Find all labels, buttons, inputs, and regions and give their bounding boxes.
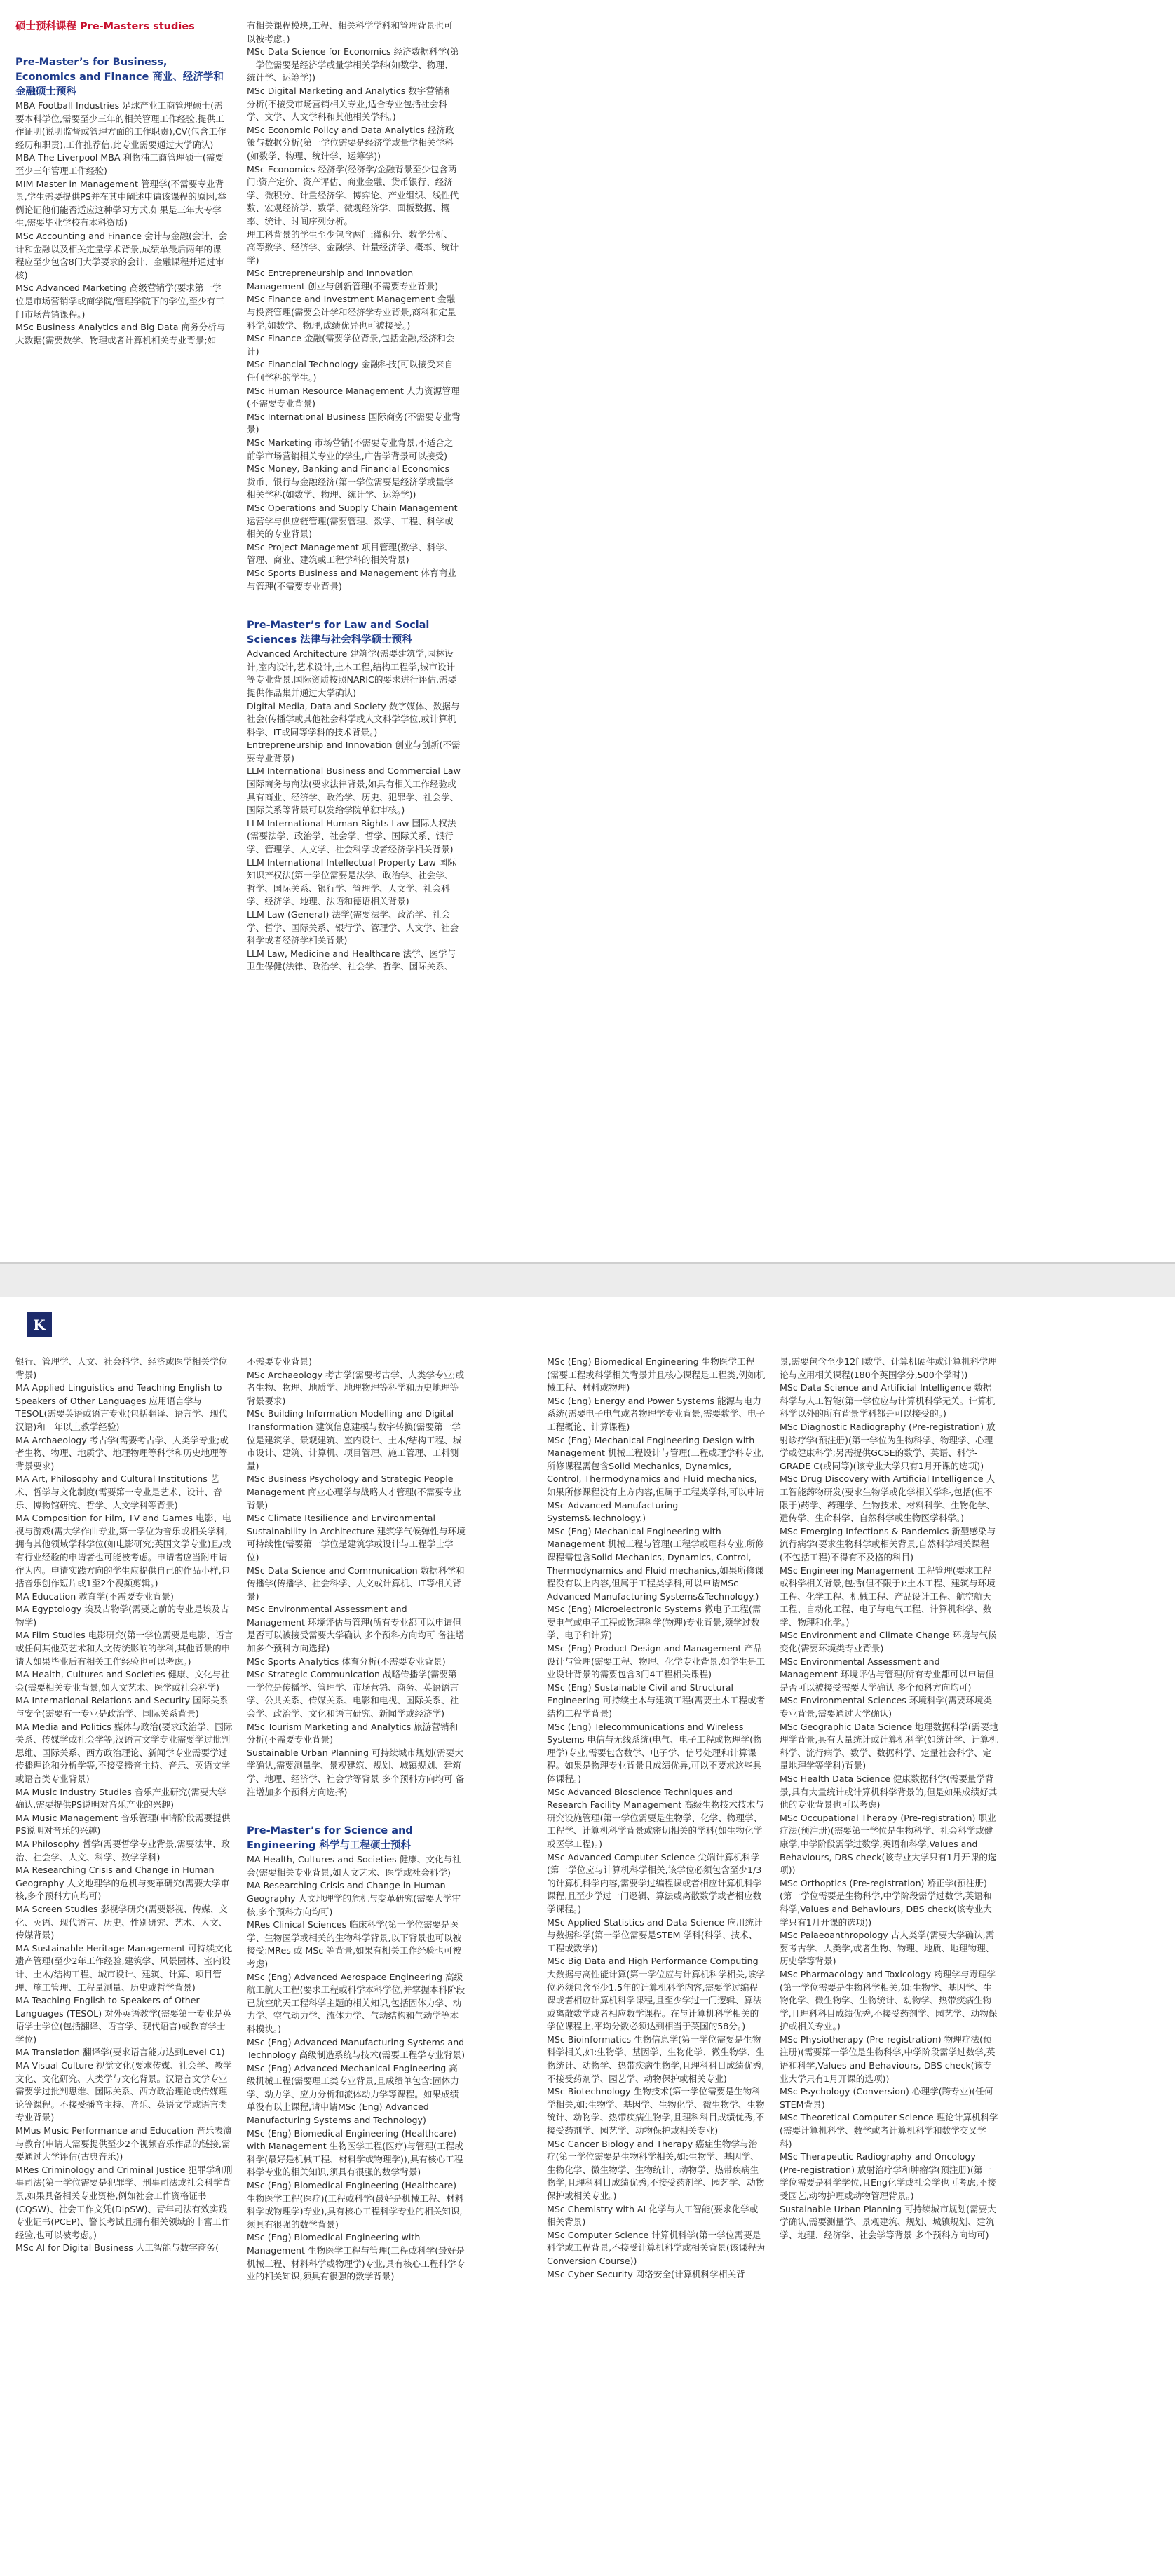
program-entry: MSc (Eng) Mechanical Engineering Design with Management 机械工程设计与管理(工程或理学科专业,所修课程需包含Solid Mechanics, Dynamics, Control, Thermodynamics and Fluid mechanics,如果所修课程没有上方内容,但属于工程类学科,可以申请MSc Advanced Manufacturing Systems&Technology.) xyxy=(547,1434,765,1524)
page2-column-3 xyxy=(547,1356,766,2281)
program-entry: MSc Entrepreneurship and Innovation Management 创业与创新管理(不需要专业背景) xyxy=(247,268,439,292)
program-entry: MSc Accounting and Finance 会计与金融(会计、会计和金融以及相关定量学术背景,成绩单最后两年的课程应至少包含8门大学要求的会计、金融课程并通过审核) xyxy=(15,230,228,280)
program-entry: MSc Climate Resilience and Environmental Sustainability in Architecture 建筑学气候弹性与环境可持续性(需要第一学位是建筑学或设计与工程学士学位) xyxy=(247,1513,466,1562)
program-entry: MSc Palaeoanthropology 古人类学(需要大学确认,需要考古学、人类学,或者生物、物理、地质、地理物理、历史学等背景) xyxy=(780,1930,995,1967)
program-entry: MSc Financial Technology 金融科技(可以接受来自任何学科的学生。) xyxy=(247,359,454,383)
program-entry: MSc AI for Digital Business 人工智能与数字商务( xyxy=(15,2242,219,2254)
program-entry: MSc Human Resource Management 人力资源管理(不需要专业背景) xyxy=(247,385,460,409)
program-entry: MSc Computer Science 计算机科学(第一学位需要是科学或工程背景,不接受计算机科学或相关背景(该课程为Conversion Course)) xyxy=(547,2229,766,2266)
section-heading: Pre-Master’s for Law and Social Sciences 法律与社会科学硕士预科 xyxy=(247,620,430,646)
program-entry: MSc Sports Analytics 体育分析(不需要专业背景) xyxy=(247,1656,446,1667)
program-entry: MA Researching Crisis and Change in Human Geography 人文地理学的危机与变革研究(需要大学审核,多个预科方向均可) xyxy=(247,1880,461,1917)
section-heading: Pre-Master’s for Science and Engineering 科学与工程硕士预科 xyxy=(247,1825,413,1852)
program-entry: MSc Big Data and High Performance Computing 大数据与高性能计算(第一学位应与计算机科学相关,该学位必须包含至少1.5年的计算机科学内容,需要学过编程课或者相应计算机科学课程,且至少学过一门逻辑、算法或离散数学或者相应数学课程。在与计算机科学相关的学位课程上,平均分数必须达到相当于英国的58分。) xyxy=(547,1956,766,2032)
document-title: 硕士预科课程 Pre-Masters studies xyxy=(15,21,195,32)
program-entry: MSc Theoretical Computer Science 理论计算机科学(需要计算机科学、数学或者计算机科学和数学交叉学科) xyxy=(780,2112,998,2149)
page2-column-2 xyxy=(247,1356,466,2284)
program-entry: MA Music Industry Studies 音乐产业研究(需要大学确认,需要提供PS说明对音乐产业的兴趣) xyxy=(15,1786,226,1811)
program-entry: MSc Diagnostic Radiography (Pre-registration) 放射诊疗学(预注册)(第一学位为生物科学、物理学、心理学或健康科学;另需提供GCSE的数学、英语、科学-GRADE C(或同等)(该专业大学只有1月开课的选项)) xyxy=(780,1421,996,1471)
program-entry: MSc Tourism Marketing and Analytics 旅游营销和分析(不需要专业背景) xyxy=(247,1721,459,1745)
program-entry: MA Art, Philosophy and Cultural Institutions 艺术、哲学与文化制度(需要第一专业是艺术、设计、音乐、博物馆研究、哲学、人文学科等背景) xyxy=(15,1473,222,1511)
program-entry: MSc (Eng) Biomedical Engineering with Management 生物医学工程与管理(工程或科学(最好是机械工程、材料科学或物理学)专业,具有核心工程科学专业的相关知识,须具有很强的数学背景) xyxy=(247,2232,466,2282)
program-entry: MSc (Eng) Microelectronic Systems 微电子工程(需要电气或电子工程或物理科学(物理)专业背景,须学过数学、电子和计算) xyxy=(547,1604,761,1641)
university-logo: K xyxy=(27,1312,52,1337)
page2-column-4 xyxy=(780,1356,998,2242)
program-entry: MSc Advanced Bioscience Techniques and Research Facility Management 高级生物技术技术与研究设施管理(第一学位需要是生物学、化学、物理学、工程学、计算机科学背景或密切相关的学科(如生物化学或医学工程)。) xyxy=(547,1786,764,1849)
program-entry: MA Egyptology 埃及古物学(需要之前的专业是埃及古物学) xyxy=(15,1604,229,1628)
program-entry: LLM International Intellectual Property Law 国际知识产权法(第一学位需要是法学、政治学、社会学、哲学、国际关系、银行学、管理学、人文学、社会科学、经济学、地理、法语和德语相关背景) xyxy=(247,857,456,907)
page1-column-2 xyxy=(247,20,461,974)
program-entry: MSc International Business 国际商务(不需要专业背景) xyxy=(247,411,461,435)
program-entry: MA Composition for Film, TV and Games 电影、电视与游戏(需大学作曲专业,第一学位为音乐或相关学科,拥有其他领域学科学位(如电影研究;英国文学专业)且/或有行业经验的申请者也可能被考虑。申请者应当附申请作为内。申请实践方向的学生应提供自己的作品小样,包括音乐创作短片或1至2个视频剪辑。) xyxy=(15,1513,231,1589)
program-entry: MSc (Eng) Advanced Mechanical Engineering 高级机械工程(需要理工类专业背景,且成绩单包含:固体力学、动力学、应力分析和流体动力学等课程。如果成绩单没有以上课程,请申请MSc (Eng) Advanced Manufacturing Systems and Technology) xyxy=(247,2062,459,2126)
program-entry: MSc Geographic Data Science 地理数据科学(需要地理学背景,具有大量统计或计算机科学(如统计学、计算机科学、流行病学、数学、数据科学、定量社会科学、定量地理学等学科)背景) xyxy=(780,1721,998,1771)
program-entry: MSc Business Psychology and Strategic People Management 商业心理学与战略人才管理(不需要专业背景) xyxy=(247,1473,461,1511)
program-entry: MSc Health Data Science 健康数据科学(需要量学背景,具有大量统计或计算机科学背景的,但是如果成绩好其他的专业背景也可以考虑) xyxy=(780,1773,998,1811)
section-heading: Pre-Master’s for Business, Economics and Finance 商业、经济学和金融硕士预科 xyxy=(15,57,224,97)
program-entry: MSc Archaeology 考古学(需要考古学、人类学专业;或者生物、物理、地质学、地理物理等科学和历史地理等背景要求) xyxy=(247,1369,465,1406)
program-entry: MSc Marketing 市场营销(不需要专业背景,不适合之前学市场营销相关专业的学生,广告学背景可以接受) xyxy=(247,437,454,461)
program-entry: LLM Law, Medicine and Healthcare 法学、医学与卫生保健(法律、政治学、社会学、哲学、国际关系、 xyxy=(247,948,456,972)
program-entry: MSc Data Science and Communication 数据科学和传播学(传播学、社会科学、人文或计算机、IT等相关背景) xyxy=(247,1565,465,1602)
program-entry: MIM Master in Management 管理学(不需要专业背景,学生需要提供PS并在其中阐述申请该课程的原因,举例论证他们能否适应这种学习方式,如果是三年大专学生,需要毕业学校有本科资质) xyxy=(15,178,226,229)
program-entry: MA Film Studies 电影研究(第一学位需要是电影、语言或任何其他英艺术和人文传统影响的学科,其他背景的申请人如果毕业后有相关工作经验也可以考虑。) xyxy=(15,1630,233,1667)
program-entry: Sustainable Urban Planning 可持续城市规划(需要大学确认,需要测量学、景观建筑、规划、城镇规划、建筑学、地理、经济学、社会学等背景 多个预科方向均可) xyxy=(780,2203,996,2240)
program-entry: MSc Emerging Infections & Pandemics 新型感染与流行病学(要求生物科学或相关背景,自然科学相关课程(不包括工程)不得有不及格的科目) xyxy=(780,1525,996,1562)
program-entry: MSc Economics 经济学(经济学/金融背景至少包含两门:资产定价、资产评估、商业金融、货币银行、经济学、微积分、计量经济学、博弈论、产业组织、线性代数、宏观经济学、数学、微观经济学、面板数据、概率、统计、时间序列分析。 xyxy=(247,163,459,226)
program-entry: LLM International Business and Commercial Law 国际商务与商法(要求法律背景,如具有相关工作经验或具有商业、经济学、政治学、历史、犯罪学、社会学、国际关系等背景可以发给学院单独审核。) xyxy=(247,765,461,816)
program-entry: MA Screen Studies 影视学研究(需要影视、传媒、文化、英语、现代语言、历史、性别研究、艺术、人文、传媒背景) xyxy=(15,1903,228,1941)
program-entry: MSc Project Management 项目管理(数学、科学、管理、商业、建筑或工程学科的相关背景) xyxy=(247,541,454,566)
program-entry: MSc Bioinformatics 生物信息学(第一学位需要是生物科学相关,如:生物学、基因学、生物化学、微生物学、生物统计、动物学、热带疾病生物学,且理科科目成绩优秀,不接受药剂学、园艺学、动物保护或相关专业) xyxy=(547,2033,765,2084)
program-entry: Advanced Architecture 建筑学(需要建筑学,园林设计,室内设计,艺术设计,土木工程,结构工程学,城市设计等专业背景,国际资质按照NARIC的要求进行评估,需要提供作品集并通过大学确认) xyxy=(247,648,457,698)
program-entry: 景,需要包含至少12门数学、计算机硬件或计算机科学理论与应用相关课程(180个英国学分,500个学时)) xyxy=(780,1356,997,1380)
program-entry: MSc (Eng) Sustainable Civil and Structural Engineering 可持续土木与建筑工程(需要土木工程或者结构工程学背景) xyxy=(547,1682,766,1719)
program-entry: MSc Drug Discovery with Artificial Intelligence 人工智能药物研发(要求生物学或化学相关学科,包括(但不限于)药学、药理学、生物技术、材料科学、生物化学、遗传学、生命科学、自然科学或生物医学科学。) xyxy=(780,1473,996,1524)
program-entry: MSc Cancer Biology and Therapy 癌症生物学与治疗(第一学位需要是生物科学相关,如:生物学、基因学、生物化学、微生物学、生物统计、动物学、热带疾病生物学,且理科科目成绩优秀,不接受药剂学、园艺学、动物保护或相关专业。) xyxy=(547,2138,765,2201)
program-entry: MA Music Management 音乐管理(申请阶段需要提供PS说明对音乐的兴趣) xyxy=(15,1812,231,1836)
program-entry: Entrepreneurship and Innovation 创业与创新(不需要专业背景) xyxy=(247,740,461,763)
program-entry: MSc Data Science for Economics 经济数据科学(第一学位需要是经济学或量学相关学科(如数学、物理、统计学、运筹学)) xyxy=(247,46,459,83)
program-entry: MSc Sports Business and Management 体育商业与管理(不需要专业背景) xyxy=(247,567,456,592)
program-entry: MSc (Eng) Advanced Aerospace Engineering 高级航工航天工程(要求工程或科学本科学位,并掌握本科阶段已航空航天工程科学主题的相关知识,包括固体力学、动力学、空气动力学、流体力学、气动结构和气动学等本科模块。) xyxy=(247,1971,466,2034)
program-entry: MA Translation 翻译学(要求语言能力达到Level C1) xyxy=(15,2047,225,2058)
program-entry: MRes Criminology and Criminal Justice 犯罪学和刑事司法(第一学位需要是犯罪学、刑事司法或社会科学背景,如果具备相关专业资格,例如社会工作资格证书(CQSW)、社会工作文凭(DipSW)、青年司法有效实践专业证书(PCEP)、警长考试且拥有相关领域的丰富工作经验,也可以被考虑。) xyxy=(15,2164,233,2240)
program-entry: MA Education 教育学(不需要专业背景) xyxy=(15,1590,174,1602)
program-entry: MMus Music Performance and Education 音乐表演与教育(申请人需要提供至少2个视频音乐作品的链接,需要通过大学评估(古典音乐)) xyxy=(15,2125,232,2162)
program-entry: Sustainable Urban Planning 可持续城市规划(需要大学确认,需要测量学、景观建筑、规划、城镇规划、建筑学、地理、经济学、社会学等背景 多个预科方向均可 备注增加多个预科方向选择) xyxy=(247,1747,465,1797)
program-entry: MA Health, Cultures and Societies 健康、文化与社会(需要相关专业背景,如人文艺术、医学或社会科学) xyxy=(247,1854,461,1878)
program-entry: MSc (Eng) Mechanical Engineering with Management 机械工程与管理(工程学或理科专业,所修课程需包含Solid Mechanics, Dynamics, Control, Thermodynamics and Fluid mechanics,如果所修课程没有以上内容,但属于工程类学科,可以申请MSc Advanced Manufacturing Systems&Technology.) xyxy=(547,1525,764,1602)
program-entry: MSc Biotechnology 生物技术(第一学位需要是生物科学相关,如:生物学、基因学、生物化学、微生物学、生物统计、动物学、热带疾病生物学,且理科科目成绩优秀,不接受药剂学、园艺学、动物保护或相关专业) xyxy=(547,2086,765,2137)
program-entry: MSc Building Information Modelling and Digital Transformation 建筑信息建模与数字转换(需要第一学位是建筑学、景观建筑、室内设计、土木/结构工程、城市设计、建筑、计算机、项目管理、施工管理、工料测量) xyxy=(247,1408,462,1471)
program-entry: MA Researching Crisis and Change in Human Geography 人文地理学的危机与变革研究(需要大学审核,多个预科方向均可) xyxy=(15,1865,230,1902)
program-entry: 银行、管理学、人文、社会科学、经济或医学相关学位背景) xyxy=(15,1356,228,1380)
program-entry: MSc Economic Policy and Data Analytics 经济政策与数据分析(第一学位需要是经济学或量学相关学科(如数学、物理、统计学、运筹学)) xyxy=(247,124,454,161)
program-entry: MSc Psychology (Conversion) 心理学(跨专业)(任何STEM背景) xyxy=(780,2086,993,2110)
program-entry: 有相关课程模块,工程、相关科学学科和管理背景也可以被考虑。) xyxy=(247,20,453,44)
program-entry: MSc Chemistry with AI 化学与人工智能(要求化学或相关背景) xyxy=(547,2203,759,2228)
program-entry: MA Media and Politics 媒体与政治(要求政治学、国际关系、传媒学或社会学等,汉语言文学专业需要学过批判思维、国际关系、西方政治理论、新闻学专业需要学过传播理论和分析学等,不接受播音主持、音乐、英语文学或语言类专业背景) xyxy=(15,1721,233,1784)
program-entry: MSc Operations and Supply Chain Management 运营学与供应链管理(需要管理、数学、工程、科学或相关的专业背景) xyxy=(247,502,458,540)
page-2 xyxy=(0,1297,1175,2576)
program-entry: MSc Money, Banking and Financial Economics 货币、银行与金融经济(第一学位需要是经济学或量学相关学科(如数学、物理、统计学、运筹学)) xyxy=(247,463,454,500)
program-entry: MRes Clinical Sciences 临床科学(第一学位需要是医学、生物医学或相关的生物科学背景,以下背景也可以被接受:MRes 或 MSc 等背景,如果有相关工作经验也可被考虑) xyxy=(247,1919,462,1969)
program-entry: MA Sustainable Heritage Management 可持续文化遗产管理(至少2年工作经验,建筑学、风景园林、室内设计、土木/结构工程、城市设计、建筑、计算、项目管理、施工管理、工程量测量、历史或哲学背景) xyxy=(15,1942,233,1993)
program-entry: MBA The Liverpool MBA 利物浦工商管理硕士(需要至少三年管理工作经验) xyxy=(15,152,224,176)
program-entry: LLM Law (General) 法学(需要法学、政治学、社会学、哲学、国际关系、银行学、管理学、人文学、社会科学或者经济学相关背景) xyxy=(247,909,459,946)
program-entry: MA Philosophy 哲学(需要哲学专业背景,需要法律、政治、社会学、人文、科学、数学学科) xyxy=(15,1838,230,1862)
program-entry: MSc Pharmacology and Toxicology 药理学与毒理学(第一学位需要是生物科学相关,如:生物学、基因学、生物化学、微生物学、生物统计、动物学、热带疾病生物学,且理科科目成绩优秀,不接受药剂学、园艺学、动物保护或相关专业。) xyxy=(780,1968,998,2032)
program-entry: MSc (Eng) Biomedical Engineering 生物医学工程(需要工程或科学相关背景并且核心课程是工程类,例如机械工程、材料或物理) xyxy=(547,1356,766,1393)
program-entry: MSc Environmental Sciences 环境科学(需要环境类专业背景,需要通过大学确认) xyxy=(780,1695,993,1719)
program-entry: MSc (Eng) Product Design and Management 产品设计与管理(需要工程、物理、化学专业背景,如学生是工业设计背景的需要包含3门4工程相关课程) xyxy=(547,1643,766,1680)
program-entry: MSc Orthoptics (Pre-registration) 矫正学(预注册)(第一学位需要是生物科学,中学阶段需学过数学,英语和科学,Values and Behaviours, DBS check(该专业大学只有1月开课的选项)) xyxy=(780,1877,992,1928)
page1-column-1 xyxy=(15,20,229,347)
program-entry: 理工科背景的学生至少包含两门:微积分、数学分析、高等数学、经济学、金融学、计量经济学、概率、统计学) xyxy=(247,229,459,266)
program-entry: MBA Football Industries 足球产业工商管理硕士(需要本科学位,需要至少三年的相关管理工作经验,提供工作证明(说明监督或管理方面的工作职责),CV(包含工作经历和职责),工作推荐信,此专业需要通过大学确认) xyxy=(15,100,226,150)
program-entry: MSc Data Science and Artificial Intelligence 数据科学与人工智能(第一学位应与计算机科学无关。计算机科学以外的所有背景学科都是可以接受的。) xyxy=(780,1382,996,1419)
program-entry: MSc Environmental Assessment and Management 环境评估与管理(所有专业都可以申请但是否可以被接受需要大学确认 多个预科方向均可 备注增加多个预科方向选择) xyxy=(247,1604,465,1654)
program-entry: MSc (Eng) Energy and Power Systems 能源与电力系统(需要电子电气或者物理学专业背景,需要数学、电子工程概论、计算课程) xyxy=(547,1395,766,1432)
program-entry: LLM International Human Rights Law 国际人权法(需要法学、政治学、社会学、哲学、国际关系、银行学、管理学、人文学、社会科学或者经济学相关背景) xyxy=(247,817,456,855)
program-entry: MSc (Eng) Biomedical Engineering (Healthcare) 生物医学工程(医疗)(工程或科学(最好是机械工程、材料科学或物理学)专业),具有核心工程科学专业的相关知识,须具有很强的数学背景) xyxy=(247,2180,464,2230)
program-entry: MSc (Eng) Biomedical Engineering (Healthcare) with Management 生物医学工程(医疗)与管理(工程或科学(最好是机械工程、材料学或物理学)),具有核心工程科学专业的相关知识,须具有很强的数学背景) xyxy=(247,2127,463,2178)
program-entry: Digital Media, Data and Society 数字媒体、数据与社会(传播学或其他社会科学或人文科学学位,或计算机科学、IT或同等学科的技术背景。) xyxy=(247,700,460,737)
program-entry: MSc Cyber Security 网络安全(计算机科学相关背 xyxy=(547,2268,745,2279)
program-entry: MSc Strategic Communication 战略传播学(需要第一学位是传播学、管理学、市场营销、商务、英语语言学、公共关系、传媒关系、电影和电视、国际关系、社会学、政治学、文化和语言研究、新闻学或经济学) xyxy=(247,1669,459,1719)
program-entry: MA Archaeology 考古学(需要考古学、人类学专业;或者生物、物理、地质学、地理物理等科学和历史地理等背景要求) xyxy=(15,1434,229,1471)
program-entry: MSc Advanced Computer Science 尖端计算机科学(第一学位应与计算机科学相关,该学位必须包含至少1/3的计算机科学内容,需要学过编程课或者相应计算机科学课程,且至少学过一门逻辑、算法或离散数学或者相应数学课程。) xyxy=(547,1851,762,1914)
page-1 xyxy=(0,0,1175,1262)
page-separator xyxy=(0,1262,1175,1297)
program-entry: MA International Relations and Security 国际关系与安全(需要有一专业是政治学、国际关系背景) xyxy=(15,1695,229,1719)
program-entry: MSc Therapeutic Radiography and Oncology (Pre-registration) 放射治疗学和肿瘤学(预注册)(第一学位需要是科学学位,且Eng化学或社会学也可考虑,不接受园艺,动物护理或动物管理背景。) xyxy=(780,2151,997,2201)
page2-column-1 xyxy=(15,1356,234,2255)
program-entry: MSc Physiotherapy (Pre-registration) 物理疗法(预注册)(需要第一学位是生物科学,中学阶段需学过数学,英语和科学,Values and Behaviours, DBS check(该专业大学只有1月开课的选项)) xyxy=(780,2033,996,2084)
program-entry: MA Teaching English to Speakers of Other Languages (TESOL) 对外英语教学(需要第一专业是英语学士学位(包括翻译、语言学、现代语言)或教育学士学位) xyxy=(15,1995,232,2045)
program-entry: MSc Digital Marketing and Analytics 数字营销和分析(不接受市场营销相关专业,适合专业包括社会科学、文学、人文学科和其他相关学科。) xyxy=(247,85,453,123)
program-entry: MSc (Eng) Telecommunications and Wireless Systems 电信与无线系统(电气、电子工程或物理学(物理学)专业,需要包含数学、电子学、信号处理和计算课程。如果是物理专业背景且成绩优异,可以不要求这些具体课程。) xyxy=(547,1721,762,1784)
program-entry: MA Visual Culture 视觉文化(要求传媒、社会学、教学文化、文化研究、人类学与文化背景。汉语言文学专业需要学过批判思维、国际关系、西方政治理论或传媒理论等课程。不接受播音主持、音乐、英语文学或语言类专业背景) xyxy=(15,2060,232,2123)
program-entry: MA Health, Cultures and Societies 健康、文化与社会(需要相关专业背景,如人文艺术、医学或社会科学) xyxy=(15,1669,230,1693)
program-entry: 不需要专业背景) xyxy=(247,1356,313,1367)
program-entry: MSc Occupational Therapy (Pre-registration) 职业疗法(预注册)(需要第一学位是生物科学、社会科学或健康学,中学阶段需学过数学,英语和科学,Values and Behaviours, DBS check(该专业大学只有1月开课的选项)) xyxy=(780,1812,997,1876)
program-entry: MSc Environmental Assessment and Management 环境评估与管理(所有专业都可以申请但是否可以被接受需要大学确认 多个预科方向均可) xyxy=(780,1656,994,1693)
program-entry: MSc (Eng) Advanced Manufacturing Systems and Technology 高级制造系统与技术(需要工程学专业背景) xyxy=(247,2036,466,2061)
program-entry: MSc Finance 金融(需要学位背景,包括金融,经济和会计) xyxy=(247,333,455,357)
program-entry: MSc Advanced Marketing 高级营销学(要求第一学位是市场营销学或商学院/管理学院下的学位,至少有三门市场营销课程。) xyxy=(15,282,224,320)
program-entry: MSc Applied Statistics and Data Science 应用统计与数据科学(第一学位需要是STEM 学科(科学、技术、工程或数学)) xyxy=(547,1916,763,1954)
program-entry: MSc Environment and Climate Change 环境与气候变化(需要环境类专业背景) xyxy=(780,1630,997,1654)
program-entry: MSc Business Analytics and Big Data 商务分析与大数据(需要数学、物理或者计算机相关专业背景;如 xyxy=(15,322,226,346)
program-entry: MSc Finance and Investment Management 金融与投资管理(需要会计学和经济学专业背景,商科和定量科学,如数学、物理,成绩优异也可被接受。) xyxy=(247,294,456,331)
program-entry: MA Applied Linguistics and Teaching English to Speakers of Other Languages 应用语言学与TESOL(需要英语或语言专业(包括翻译、语言学、现代汉语)和一年以上教学经验) xyxy=(15,1382,228,1432)
program-entry: MSc Engineering Management 工程管理(要求工程或科学相关背景,包括(但不限于):土木工程、建筑与环境工程、化学工程、机械工程、产品设计工程、航空航天工程、自动化工程、电子与电气工程、计算机科学、数学、物理和化学。) xyxy=(780,1565,996,1628)
